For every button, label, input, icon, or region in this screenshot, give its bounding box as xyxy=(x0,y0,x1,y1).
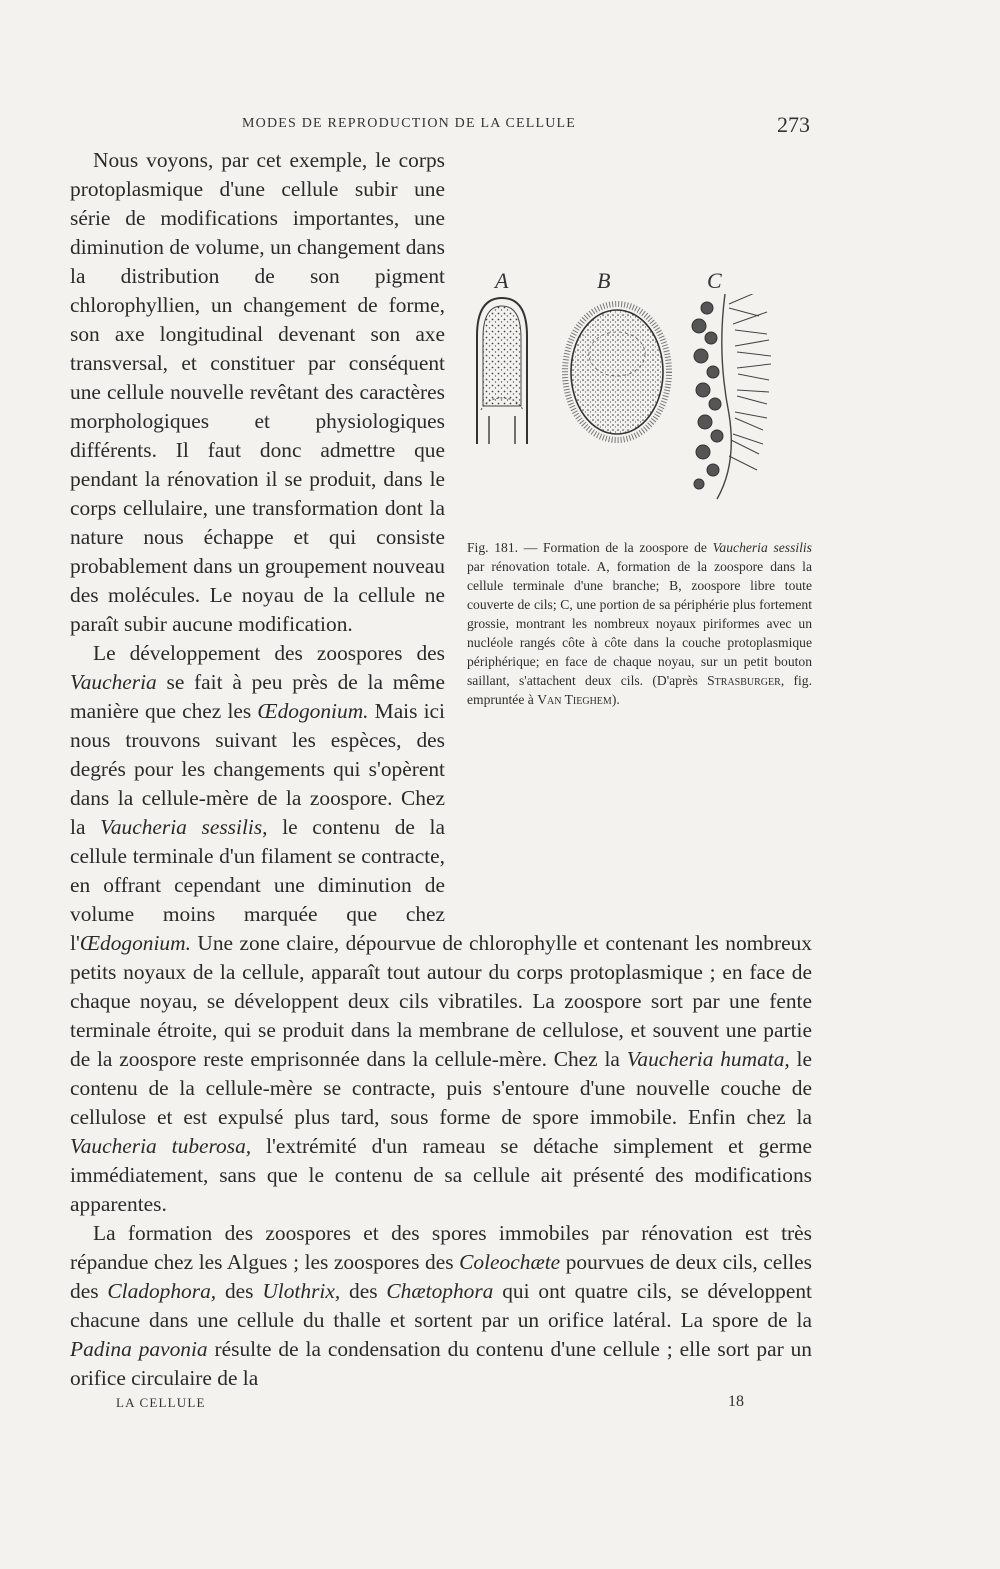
p2-text-g: le contenu de la cellule terminale d'un filament se contracte, en offrant cependant une diminution de volume moins marquée que chez l' xyxy=(70,815,445,955)
caption-taxon: Vaucheria sessilis xyxy=(712,540,812,555)
p3-text-g: des xyxy=(340,1279,387,1303)
p3-text-k: résulte de la condensation du contenu d'une cellule ; elle sort par un orifice circulaire de la xyxy=(70,1337,812,1390)
p3-taxon-f: Ulothrix, xyxy=(262,1279,341,1303)
caption-author-1: Strasburger xyxy=(707,673,781,688)
p3-text-e: des xyxy=(216,1279,263,1303)
p2-text-k: le contenu de la cellule-mère se contracte, puis s'entoure d'une nouvelle couche de cellulose et est expulsé plus tard, sous forme de spore immobile. Enfin chez la xyxy=(70,1047,812,1129)
p2-taxon-h: Œdogonium. xyxy=(79,931,191,955)
figure-a-drawing xyxy=(477,298,527,444)
figure-caption xyxy=(467,538,812,709)
figure-c-drawing xyxy=(692,294,771,499)
page-footer xyxy=(116,1393,756,1415)
p2-taxon-j: Vaucheria humata, xyxy=(626,1047,790,1071)
caption-author-2: Van Tieghem xyxy=(537,692,612,707)
running-title: MODES DE REPRODUCTION DE LA CELLULE xyxy=(242,116,577,131)
paragraph-1: Nous voyons, par cet exemple, le corps protoplasmique d'une cellule subir une série de modifications importantes, une diminution de volume, un changement dans la distribution de son pigment chlorophyllien, un changement de forme, son axe longitudinal devenant son axe transversal, et constituer par conséquent une cellule nouvelle revêtant des caractères morphologiques et physiologiques différents. Il faut donc admettre que pendant la rénovation il se produit, dans le corps cellulaire, une transformation dont la nature nous échappe et qui consiste probablement dans un groupement nouveau des molécules. Le noyau de la cellule ne paraît subir aucune modification. xyxy=(70,148,445,636)
p2-text-e: Mais ici nous trouvons suivant les espèces, des degrés pour les changements qui s'opèrent dans la cellule-mère de la zoospore. Chez la xyxy=(70,699,445,839)
p2-text-a: Le développement des zoospores des xyxy=(93,641,445,665)
footer-title: LA CELLULE xyxy=(116,1395,206,1410)
figure-illustration xyxy=(467,294,812,504)
caption-text-1: — Formation de la zoospore de xyxy=(518,540,713,555)
figure-label-b: B xyxy=(597,268,611,293)
p2-taxon-f: Vaucheria sessilis, xyxy=(100,815,268,839)
p2-taxon-l: Vaucheria tuberosa, xyxy=(70,1134,252,1158)
page-number: 273 xyxy=(777,112,810,137)
p2-text-c: se fait à peu près de la même manière que chez les xyxy=(70,670,445,723)
caption-text-4: ). xyxy=(611,692,620,707)
p2-text-m: l'extrémité d'un rameau se détache simplement et germe immédiatement, sans que le contenu de sa cellule ait présenté des modifications apparentes. xyxy=(70,1134,813,1216)
p3-taxon-j: Padina pavonia xyxy=(70,1337,208,1361)
p2-taxon-d: Œdogonium. xyxy=(257,699,369,723)
p3-taxon-h: Chætophora xyxy=(386,1279,494,1303)
figure-label-a: A xyxy=(495,268,509,293)
caption-text-2: par rénovation totale. A, formation de la zoospore dans la cellule terminale d'une branche; B, zoospore libre toute couverte de cils; C, une portion de sa périphérie plus fortement grossie, montrant les nombreux noyaux piriformes avec un nucléole rangés côte à côte dans la couche protoplasmique périphérique; en face de chaque noyau, sur un petit bouton saillant, s'attachent deux cils. (D'après xyxy=(467,559,812,688)
p3-taxon-d: Cladophora, xyxy=(107,1279,217,1303)
running-head xyxy=(70,112,810,136)
p3-text-i: qui ont quatre cils, se développent chacune dans une cellule du thalle et sortent par un orifice latéral. La spore de la xyxy=(70,1279,812,1332)
figure-label-c: C xyxy=(707,268,722,293)
caption-text-3: , fig. empruntée à xyxy=(467,673,813,707)
p2-taxon-b: Vaucheria xyxy=(70,670,157,694)
figure-181 xyxy=(467,266,812,914)
p3-text-c: pourvues de deux cils, celles des xyxy=(70,1250,812,1303)
figure-number: Fig. 181. xyxy=(467,540,519,555)
p2-text-i: Une zone claire, dépourvue de chlorophylle et contenant les nombreux petits noyaux de la cellule, apparaît tout autour du corps protoplasmique ; en face de chaque noyau, se développent deux cils vibratiles. La zoospore sort par une fente terminale étroite, qui se produit dans la membrane de cellulose, et souvent une partie de la zoospore reste emprisonnée dans la cellule-mère. Chez la xyxy=(70,931,812,1071)
p3-taxon-b: Coleochæte xyxy=(459,1250,561,1274)
body-text xyxy=(70,146,812,1393)
figure-b-drawing xyxy=(565,304,669,440)
paragraph-3 xyxy=(70,1219,812,1393)
signature-mark: 18 xyxy=(728,1393,744,1410)
p3-text-a: La formation des zoospores et des spores immobiles par rénovation est très répandue chez les Algues ; les zoospores des xyxy=(70,1221,812,1274)
